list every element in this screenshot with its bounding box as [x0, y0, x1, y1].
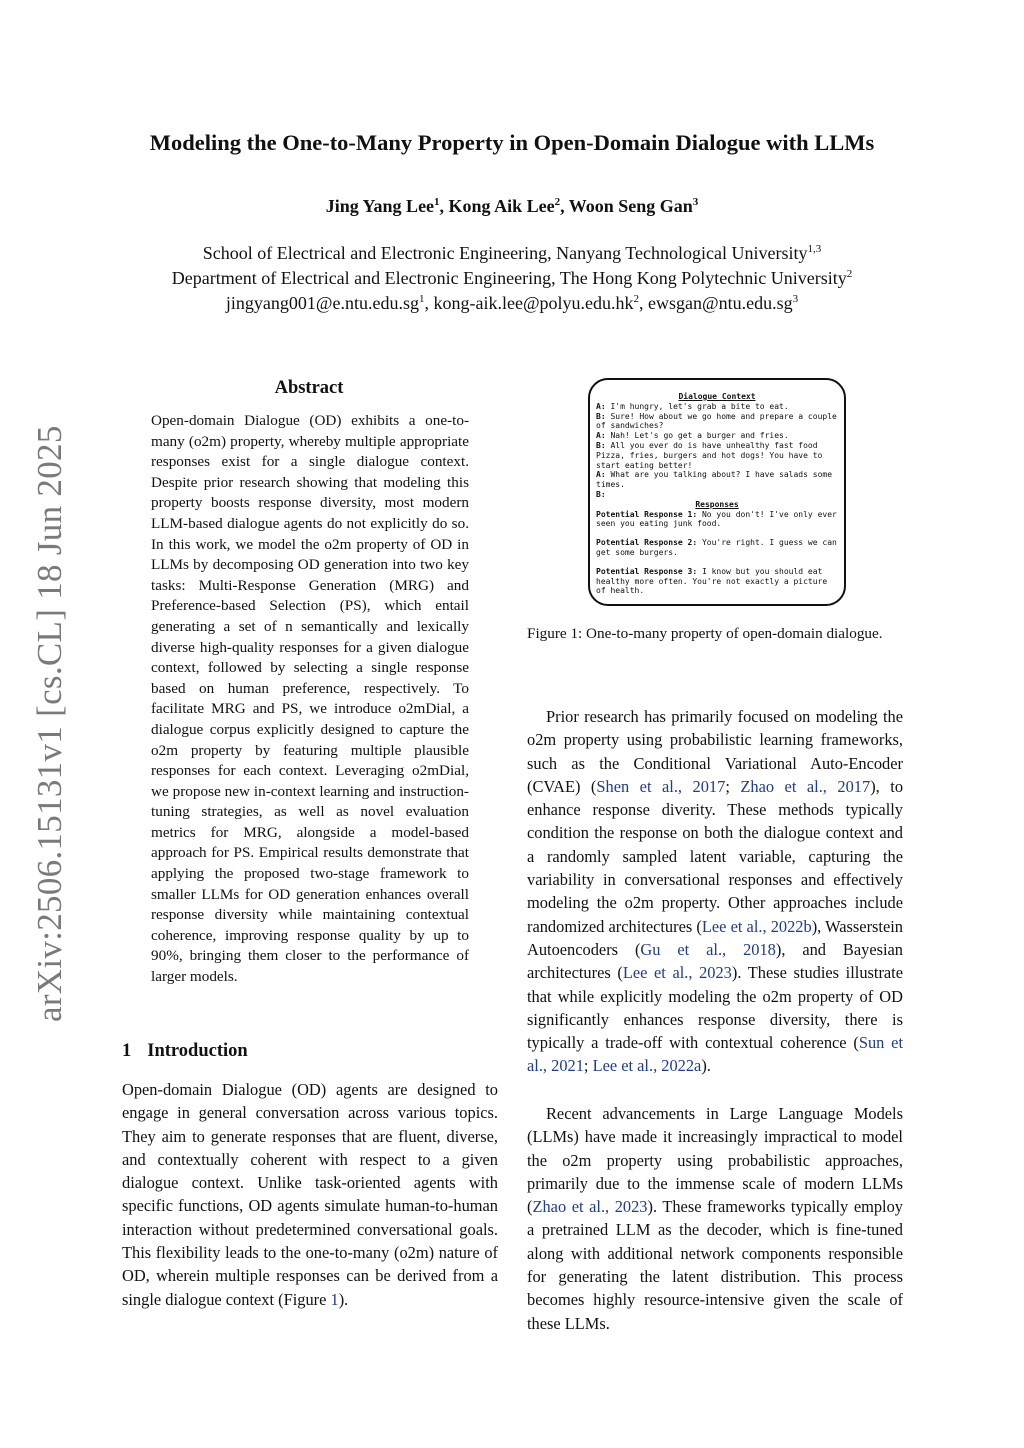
citation-link[interactable]: Sun et al., 2021 [527, 1033, 903, 1076]
paragraph-text: ). These studies illustrate that while explicitly modeling the o2m property of OD significantly enhances response diversity, there is typically a trade-off with contextual coherence ( [527, 963, 904, 1053]
dialogue-turn [596, 490, 838, 500]
email[interactable]: kong-aik.lee@polyu.edu.hk [433, 293, 634, 313]
spacer [596, 558, 838, 567]
section-number: 1 [122, 1041, 132, 1061]
speaker-label: A: [596, 401, 606, 411]
affiliation-1 [0, 243, 1024, 264]
dialogue-context [596, 402, 838, 500]
turn-text: I'm hungry, let's grab a bite to eat. [605, 401, 789, 411]
response-text: No you don't! I've only ever seen you eating junk food. [596, 509, 837, 529]
spacer [596, 529, 838, 538]
affiliation-text: School of Electrical and Electronic Engineering, Nanyang Technological University [202, 243, 808, 263]
speaker-label: B: [596, 489, 606, 499]
abstract-text: Open-domain Dialogue (OD) exhibits a one-to-many (o2m) property, whereby multiple appropriate responses exist for a single dialogue context. Despite prior research showing that modeling this property boosts response diversity, most modern LLM-based dialogue agents do not explicitly do so. In this work, we model the o2m property of OD in LLMs by decomposing OD generation into two key tasks: Multi-Response Generation (MRG) and Preference-based Selection (PS), which entail generating a set of n semantically and lexically diverse high-quality responses for a given dialogue context, followed by selecting a single response based on human preference, respectively. To facilitate MRG and PS, we introduce o2mDial, a dialogue corpus explicitly designed to capture the o2m property by featuring multiple plausible responses for each context. Leveraging o2mDial, we propose new in-context learning and instruction-tuning strategies, as well as novel evaluation metrics for MRG, alongside a model-based approach for PS. Empirical results demonstrate that applying the proposed two-stage framework to smaller LLMs for OD generation enhances overall response diversity while maintaining contextual coherence, improving response quality by up to 90%, bringing them closer to the performance of larger models. [151, 412, 469, 986]
paper-title: Modeling the One-to-Many Property in Open-Domain Dialogue with LLMs [149, 130, 875, 155]
section-title: Introduction [147, 1041, 248, 1061]
speaker-label: A: [596, 470, 606, 480]
email-sup: 3 [792, 293, 799, 305]
affiliation-sup: 2 [846, 268, 853, 280]
affiliation-text: Department of Electrical and Electronic Engineering, The Hong Kong Polytechnic University [171, 268, 847, 288]
turn-text: Nah! Let's go get a burger and fries. [605, 431, 789, 441]
response-label: Potential Response 1: [596, 509, 698, 519]
intro-text: Open-domain Dialogue (OD) agents are designed to engage in general conversation across various topics. They aim to generate responses that are fluent, diverse, and contextually coherent with respect to a given dialogue context. Unlike task-oriented agents with specific functions, OD agents simulate human-to-human interaction without predetermined conversational goals. This flexibility leads to the one-to-many (o2m) nature of OD, wherein multiple responses can be derived from a single dialogue context (Figure [122, 1080, 498, 1309]
paragraph-text: ; [725, 776, 741, 796]
potential-response [596, 567, 838, 596]
affiliation-2 [0, 268, 1024, 289]
speaker-label: B: [596, 440, 606, 450]
author-sup: 1 [434, 196, 440, 208]
abstract-heading: Abstract [274, 378, 344, 398]
author-sup: 2 [554, 196, 561, 208]
citation-link[interactable]: Lee et al., 2023 [622, 963, 732, 983]
citation-link[interactable]: Zhao et al., 2023 [532, 1197, 648, 1217]
paragraph-text: ). [701, 1056, 711, 1076]
responses-heading: Responses [695, 499, 739, 509]
email-sup: 1 [418, 293, 425, 305]
response-text: I know but you should eat healthy more often. You're not exactly a picture of health. [596, 566, 828, 596]
response-label: Potential Response 3: [596, 566, 698, 576]
citation-link[interactable]: Lee et al., 2022b [701, 916, 812, 936]
citation-link[interactable]: Lee et al., 2022a [592, 1056, 702, 1076]
paragraph-text: ), to enhance response diverity. These methods typically condition the response on both the dialogue context and a randomly sampled latent variable, capturing the variability in conversational responses and effectively modeling the o2m property. Other approaches include randomized architectures ( [527, 776, 904, 936]
email-sup: 2 [633, 293, 640, 305]
section-heading [122, 1041, 248, 1062]
citation-link[interactable]: Shen et al., 2017 [596, 776, 726, 796]
speaker-label: B: [596, 411, 606, 421]
paragraph-text: ), and Bayesian architectures ( [527, 939, 904, 983]
dialogue-turn [596, 441, 838, 470]
right-paragraph-2 [527, 1102, 903, 1335]
author-list: Jing Yang Lee$^1$, Kong Aik Lee$^2$, Woon Seng Gan$^3$ [325, 196, 699, 216]
responses-list [596, 510, 838, 597]
turn-text: Sure! How about we go home and prepare a couple of sandwiches? [596, 411, 837, 431]
paragraph-text: ). These frameworks typically employ a pretrained LLM as the decoder, which is fine-tuned along with additional network components responsible for generating the latent distribution. This process becomes highly resource-intensive given the scale of these LLMs. [527, 1197, 903, 1333]
author-sup: 3 [692, 196, 699, 208]
paragraph-text: ; [583, 1056, 593, 1076]
dialogue-turn [596, 412, 838, 432]
paragraph-text: Prior research has primarily focused on modeling the o2m property using probabilistic learning frameworks, such as the Conditional Variational Auto-Encoder (CVAE) ( [527, 707, 903, 796]
email[interactable]: jingyang001@e.ntu.edu.sg [225, 293, 419, 313]
paragraph-text: Recent advancements in Large Language Models (LLMs) have made it increasingly impractical to model the o2m property using probabilistic approaches, primarily due to the immense scale of modern LLMs ( [527, 1104, 903, 1217]
context-heading: Dialogue Context [678, 392, 756, 401]
email-line: $jingyang001@e.ntu.edu.sg^1$, kong-$aik.lee@polyu.edu.hk^2$, $ewsgan@ntu.edu.sg^3$ [225, 293, 799, 313]
right-paragraph-1 [527, 705, 903, 1078]
figure-1-dialogue-box [588, 378, 846, 606]
intro-paragraph [122, 1078, 498, 1311]
figure-ref-link[interactable]: 1 [330, 1289, 339, 1309]
dialogue-turn [596, 402, 838, 412]
email[interactable]: ewsgan@ntu.edu.sg [648, 293, 793, 313]
response-label: Potential Response 2: [596, 538, 698, 548]
potential-response [596, 510, 838, 530]
intro-text-end: ). [338, 1289, 349, 1309]
speaker-label: A: [596, 431, 606, 441]
potential-response [596, 538, 838, 558]
affiliation-sup: 1,3 [807, 243, 822, 255]
turn-text: All you ever do is have unhealthy fast food Pizza, fries, burgers and hot dogs! You have to start eating better! [596, 440, 823, 470]
dialogue-turn [596, 431, 838, 441]
turn-text: What are you talking about? I have salads some times. [596, 470, 833, 490]
author-name: Woon Seng Gan [568, 196, 693, 216]
citation-link[interactable]: Gu et al., 2018 [640, 939, 776, 959]
response-text: You're right. I guess we can get some burgers. [596, 538, 837, 557]
dialogue-turn [596, 470, 838, 490]
paragraph-text: ), Wasserstein Autoencoders ( [527, 916, 903, 959]
author-name: Kong Aik Lee [448, 196, 555, 216]
citation-link[interactable]: Zhao et al., 2017 [740, 776, 871, 796]
arxiv-stamp: arXiv:2506.15131v1 [cs.CL] 18 Jun 2025 [30, 425, 69, 1022]
figure-caption: Figure 1: One-to-many property of open-domain dialogue. [527, 625, 883, 642]
author-name: Jing Yang Lee [325, 196, 435, 216]
